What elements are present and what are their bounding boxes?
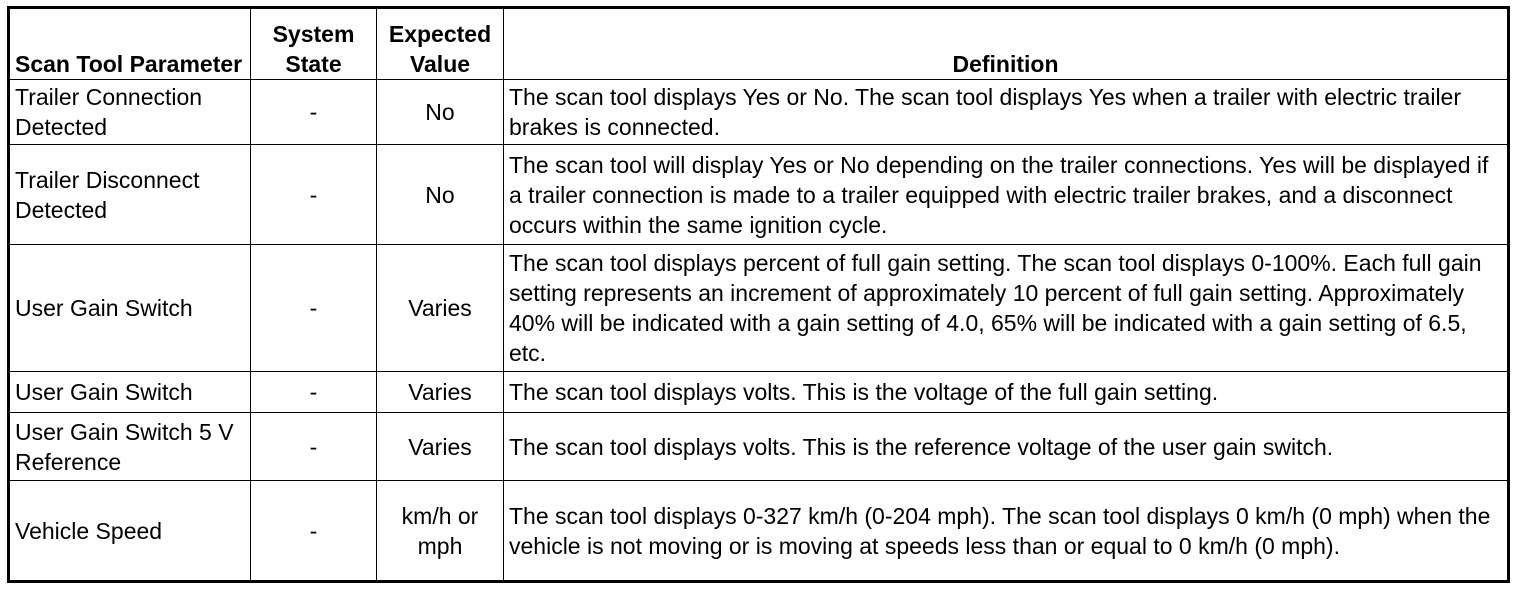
- cell-parameter: Trailer Connection Detected: [9, 80, 251, 145]
- header-expected-value: Expected Value: [377, 8, 504, 80]
- cell-definition: The scan tool displays volts. This is the reference voltage of the user gain switch.: [504, 413, 1509, 481]
- cell-parameter: User Gain Switch: [9, 372, 251, 413]
- cell-system-state: -: [251, 372, 377, 413]
- table-row: [9, 481, 1509, 582]
- cell-definition: The scan tool displays Yes or No. The scan tool displays Yes when a trailer with electric trailer brakes is connected.: [504, 80, 1509, 145]
- cell-definition: The scan tool displays percent of full gain setting. The scan tool displays 0-100%. Each full gain setting represents an increment of approximately 10 percent of full gain setting. Approximately 40% will be indicated with a gain setting of 4.0, 65% will be indicated with a gain setting of 6.5, etc.: [504, 245, 1509, 372]
- table-row: [9, 372, 1509, 413]
- table-row: [9, 145, 1509, 245]
- cell-system-state: -: [251, 413, 377, 481]
- table-row: [9, 80, 1509, 145]
- cell-parameter: Vehicle Speed: [9, 481, 251, 582]
- cell-system-state: -: [251, 145, 377, 245]
- cell-expected-value: No: [377, 145, 504, 245]
- cell-expected-value: No: [377, 80, 504, 145]
- cell-definition: The scan tool displays 0-327 km/h (0-204 mph). The scan tool displays 0 km/h (0 mph) when the vehicle is not moving or is moving at speeds less than or equal to 0 km/h (0 mph).: [504, 481, 1509, 582]
- cell-expected-value: Varies: [377, 413, 504, 481]
- scan-tool-data-table: [7, 6, 1510, 583]
- table-header-row: [9, 8, 1509, 80]
- header-system-state: System State: [251, 8, 377, 80]
- cell-parameter: User Gain Switch 5 V Reference: [9, 413, 251, 481]
- cell-definition: The scan tool displays volts. This is the voltage of the full gain setting.: [504, 372, 1509, 413]
- cell-parameter: User Gain Switch: [9, 245, 251, 372]
- table-row: [9, 413, 1509, 481]
- header-scan-tool-parameter: Scan Tool Parameter: [9, 8, 251, 80]
- cell-parameter: Trailer Disconnect Detected: [9, 145, 251, 245]
- cell-expected-value: km/h or mph: [377, 481, 504, 582]
- cell-definition: The scan tool will display Yes or No depending on the trailer connections. Yes will be displayed if a trailer connection is made to a trailer equipped with electric trailer brakes, and a disconnect occurs within the same ignition cycle.: [504, 145, 1509, 245]
- cell-expected-value: Varies: [377, 372, 504, 413]
- cell-system-state: -: [251, 80, 377, 145]
- header-definition: Definition: [504, 8, 1509, 80]
- cell-system-state: -: [251, 245, 377, 372]
- table-row: [9, 245, 1509, 372]
- cell-expected-value: Varies: [377, 245, 504, 372]
- cell-system-state: -: [251, 481, 377, 582]
